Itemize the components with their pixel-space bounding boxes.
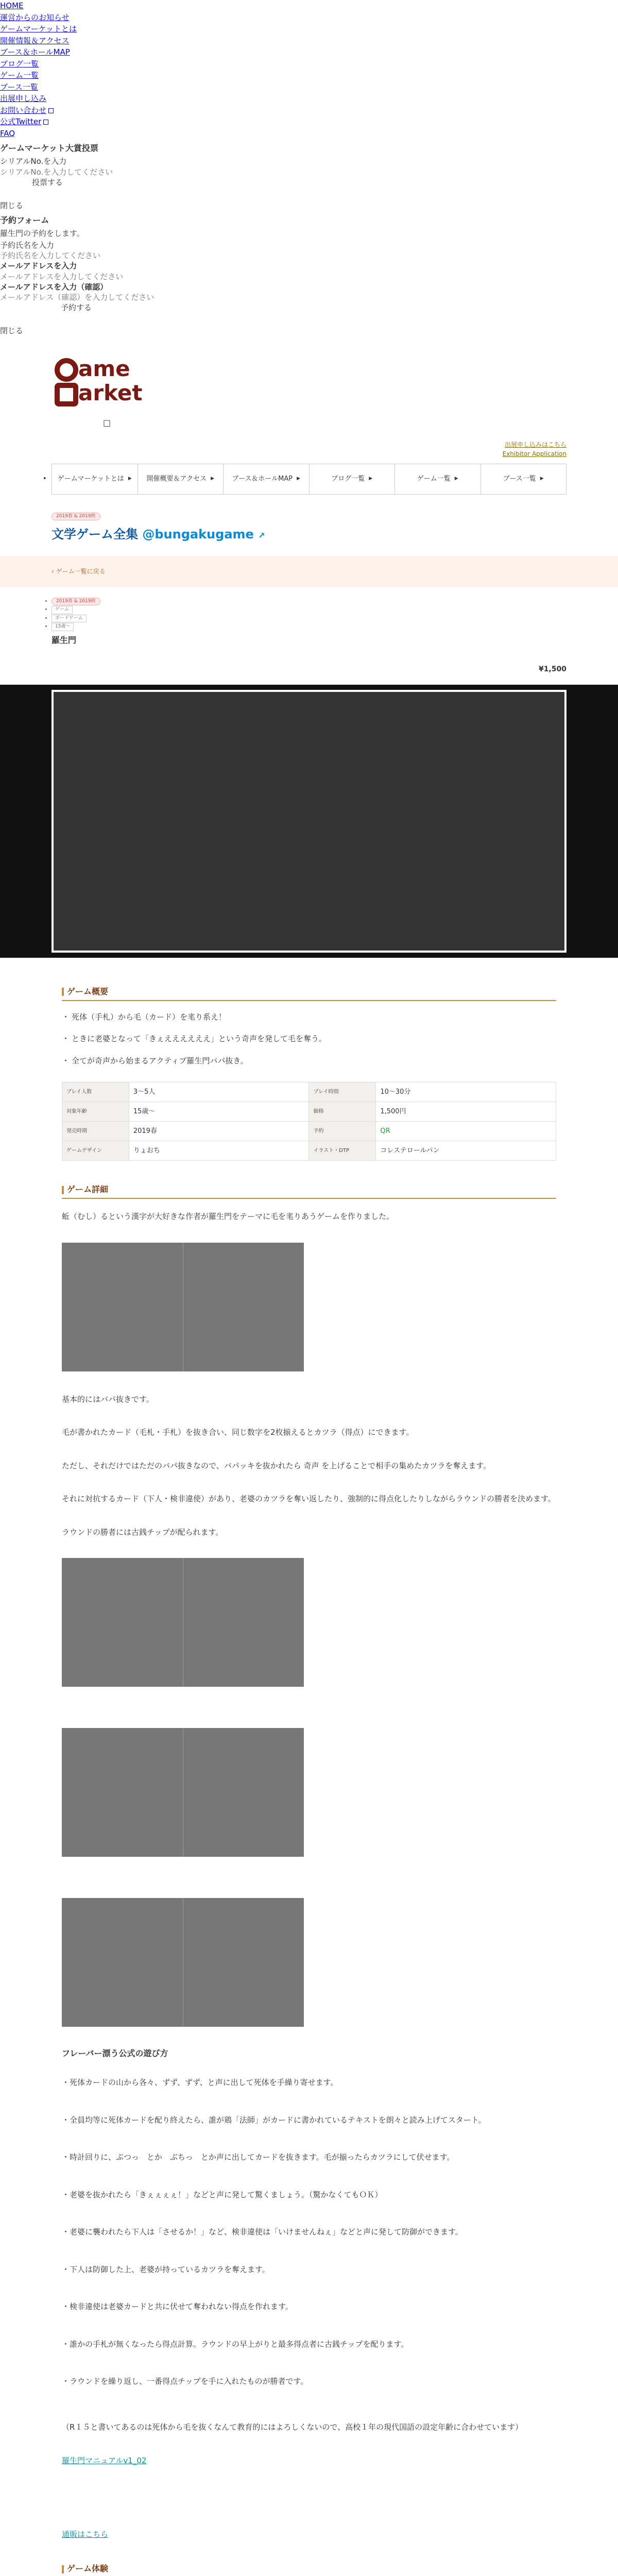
game-title: 羅生門 bbox=[52, 635, 77, 645]
top-nav-item bbox=[0, 35, 618, 47]
top-nav-item bbox=[0, 58, 618, 70]
tag-item bbox=[52, 614, 566, 623]
menu-icon[interactable]: □ bbox=[103, 417, 111, 428]
booth-name-text: 文学ゲーム全集 bbox=[52, 527, 138, 541]
reserve-email-confirm-label: メールアドレスを入力（確認） bbox=[0, 282, 108, 292]
external-link-icon bbox=[48, 108, 54, 113]
external-link-icon bbox=[43, 120, 48, 125]
experience-heading-text: ゲーム体験 bbox=[67, 2564, 109, 2573]
booth-twitter-handle[interactable]: @bungakugame bbox=[142, 527, 254, 541]
spec-value-text: 10〜30分 bbox=[380, 1088, 411, 1096]
spec-label-text: プレイ時間 bbox=[313, 1089, 339, 1095]
spec-label bbox=[309, 1082, 376, 1102]
game-image-2 bbox=[62, 1558, 304, 1687]
summary-list bbox=[62, 1011, 556, 1067]
game-image-1 bbox=[62, 1243, 304, 1371]
spec-value-text: 3〜5人 bbox=[133, 1088, 156, 1096]
serial-label: シリアルNo.を入力 bbox=[0, 157, 67, 166]
booth-badge: 2019春 & 2019秋 bbox=[52, 513, 100, 521]
top-nav-link[interactable]: ゲームマーケットとは bbox=[0, 24, 77, 33]
detail-text: ラウンドの勝者には古銭チップが配られます。 bbox=[62, 1527, 224, 1537]
top-nav-link[interactable]: ゲーム一覧 bbox=[0, 71, 39, 80]
spec-label-text: 対象年齢 bbox=[66, 1109, 87, 1114]
logo-line-2 bbox=[55, 382, 142, 406]
exhibitor-link[interactable]: 出展申し込みはこちら bbox=[504, 440, 566, 448]
spec-value-text: りょおち bbox=[133, 1146, 160, 1155]
caret-right-icon: ▶ bbox=[211, 476, 215, 481]
reserve-button[interactable]: 予約する bbox=[61, 303, 92, 312]
vote-button[interactable]: 投票する bbox=[32, 177, 63, 187]
top-nav bbox=[0, 0, 618, 139]
spec-value-text: 1,500円 bbox=[380, 1107, 406, 1115]
logo-text-2: arket bbox=[78, 380, 143, 405]
flow-step: ・死体カードの山から各々、ずず、ずず、と声に出して死体を手繰り寄せます。 bbox=[62, 2078, 338, 2087]
spec-label bbox=[62, 1122, 129, 1141]
top-nav-item bbox=[0, 70, 618, 81]
exhibitor-link-en[interactable]: Exhibitor Application bbox=[502, 450, 566, 457]
back-icon: ‹ bbox=[52, 567, 56, 575]
booth-name bbox=[52, 525, 566, 544]
flow-step: ・検非違使は老婆カードと共に伏せて奪われない得点を作れます。 bbox=[62, 2302, 293, 2311]
reserve-modal bbox=[0, 214, 618, 337]
spec-value bbox=[129, 1141, 309, 1161]
detail-text: ただし、それだけではただのバパ抜きなので、バパッキを抜かれたら 奇声 を上げることで相手の集めたカツラを奪えます。 bbox=[62, 1461, 491, 1470]
top-nav-item bbox=[0, 116, 618, 128]
main-content bbox=[62, 984, 556, 2576]
top-nav-item bbox=[0, 12, 618, 24]
bullet-icon: • bbox=[43, 474, 47, 483]
top-nav-link[interactable]: ブログ一覧 bbox=[0, 59, 39, 69]
spec-label bbox=[62, 1102, 129, 1122]
spec-value-text: コレステロールパン bbox=[380, 1146, 440, 1155]
reserve-email-label: メールアドレスを入力 bbox=[0, 261, 77, 270]
experience-heading bbox=[62, 2561, 556, 2576]
spec-row bbox=[62, 1082, 556, 1102]
booth-title bbox=[52, 510, 566, 544]
spec-value bbox=[376, 1102, 556, 1122]
top-nav-link[interactable]: HOME bbox=[0, 1, 24, 10]
external-link-icon: ↗ bbox=[258, 530, 265, 540]
tag-item bbox=[52, 605, 566, 614]
caret-right-icon: ▶ bbox=[297, 476, 301, 481]
gnav-item-label[interactable]: ブース一覧 bbox=[503, 474, 536, 483]
reserve-name-label: 予約氏名を入力 bbox=[0, 240, 55, 250]
flow-step: ・老婆に襲われたら下人は「させるか！」など、検非違使は「いけませんねぇ」などと声に発して防御ができます。 bbox=[62, 2227, 463, 2236]
booth-twitter-link[interactable] bbox=[142, 527, 265, 541]
award-modal bbox=[0, 142, 618, 211]
top-nav-item bbox=[0, 128, 618, 140]
gnav-item[interactable] bbox=[394, 464, 480, 494]
top-nav-link[interactable]: ブース一覧 bbox=[0, 82, 38, 92]
reserve-close-button[interactable]: 閉じる bbox=[0, 326, 24, 335]
spec-label bbox=[309, 1141, 376, 1161]
reserve-note: 羅生門の予約をします。 bbox=[0, 229, 84, 238]
caret-right-icon: ▶ bbox=[454, 476, 458, 481]
detail-heading bbox=[62, 1181, 556, 1199]
summary-item: ・ 死体（手札）から毛（カード）を毟り系え！ bbox=[62, 1011, 556, 1023]
spec-value bbox=[376, 1082, 556, 1102]
gnav-item-label[interactable]: ブログ一覧 bbox=[331, 474, 365, 483]
gnav-item[interactable] bbox=[480, 464, 567, 494]
top-nav-link[interactable]: 開催情報＆アクセス bbox=[0, 36, 70, 45]
top-nav-link[interactable]: 公式Twitter bbox=[0, 117, 42, 126]
top-nav-item bbox=[0, 0, 618, 12]
spec-value-text[interactable]: QR bbox=[380, 1127, 390, 1135]
spec-row bbox=[62, 1141, 556, 1161]
flow-step: ・全員均等に死体カードを配り終えたら、誰が鶏「法師」がカードに書かれているテキストを朗々と読み上げてスタート。 bbox=[62, 2115, 486, 2125]
top-nav-link[interactable]: 出展申し込み bbox=[0, 94, 47, 103]
spec-label-text: 予約 bbox=[313, 1128, 324, 1134]
detail-text: それに対抗するカード（下人・検非違使）があり、老婆のカツラを奪い返したり、強制的に得点化したりしながらラウンドの勝者を決めます。 bbox=[62, 1494, 556, 1503]
top-nav-item bbox=[0, 46, 618, 58]
gnav-item-label[interactable]: ゲーム一覧 bbox=[417, 474, 451, 483]
game-image-4 bbox=[62, 1898, 304, 2027]
flow-step: ・下人は防御した上、老婆が持っているカツラを奪えます。 bbox=[62, 2264, 270, 2274]
serial-input[interactable] bbox=[0, 167, 206, 177]
summary-heading-text: ゲーム概要 bbox=[67, 986, 109, 996]
spec-label-text: イラスト・DTP bbox=[313, 1148, 350, 1154]
game-meta-list bbox=[52, 597, 566, 631]
gnav-item-label[interactable]: 開催概要＆アクセス bbox=[146, 474, 207, 483]
award-modal-title: ゲームマーケット大賞投票 bbox=[0, 143, 98, 153]
hero-image-area bbox=[0, 685, 618, 958]
summary-item: ・ 全てが奇声から始まるアクティブ羅生門バパ抜き。 bbox=[62, 1055, 556, 1067]
game-image-3 bbox=[62, 1728, 304, 1857]
flow-step: ・時計回りに、ぶつっ とか ぶちっ とか声に出してカードを抜きます。毛が揃ったらカツラにして伏せます。 bbox=[62, 2153, 455, 2162]
header bbox=[0, 337, 618, 440]
spec-label bbox=[62, 1082, 129, 1102]
gnav-item[interactable] bbox=[223, 464, 309, 494]
detail-text: 基本的にはバパ抜きです。 bbox=[62, 1394, 154, 1404]
spec-label-text: 価格 bbox=[313, 1109, 324, 1114]
top-nav-link[interactable]: 運営からのお知らせ bbox=[0, 12, 70, 22]
header-links bbox=[0, 440, 618, 459]
logo-g-mark bbox=[55, 358, 78, 382]
reserve-email-confirm-input[interactable] bbox=[0, 293, 206, 302]
logo-text-1: ame bbox=[78, 355, 130, 381]
top-nav-item bbox=[0, 23, 618, 35]
detail-text: 毛が書かれたカード（毛札・手札）を抜き合い、同じ数字を2枚揃えるとカツラ（得点）にできます。 bbox=[62, 1428, 414, 1437]
game-header bbox=[52, 597, 566, 685]
spec-value bbox=[376, 1122, 556, 1141]
gnav-item-label[interactable]: ブース＆ホールMAP bbox=[232, 474, 293, 483]
caret-right-icon: ▶ bbox=[540, 476, 544, 481]
top-nav-link[interactable]: FAQ bbox=[0, 128, 15, 138]
gnav-item-label[interactable]: ゲームマーケットとは bbox=[57, 474, 124, 483]
summary-heading bbox=[62, 984, 556, 1001]
game-badge-item bbox=[52, 597, 566, 606]
summary-item: ・ ときに老婆となって「きぇええええええ」という奇声を発して毛を奪う。 bbox=[62, 1033, 556, 1045]
spec-label bbox=[309, 1102, 376, 1122]
caret-right-icon: ▶ bbox=[369, 476, 373, 481]
flow-list bbox=[62, 2075, 556, 2389]
reserve-modal-title: 予約フォーム bbox=[0, 215, 49, 225]
spec-value bbox=[129, 1122, 309, 1141]
detail-text: 蚯（むし）るという漢字が大好きな作者が羅生門をテーマに毛を毟りあうゲームを作りました。 bbox=[62, 1212, 394, 1221]
top-nav-link[interactable]: お問い合わせ bbox=[0, 105, 47, 115]
tag-game[interactable]: ゲーム bbox=[52, 606, 73, 614]
flow-heading: フレーバー漂う公式の遊び方 bbox=[62, 2048, 168, 2058]
tag-item bbox=[52, 622, 566, 631]
spec-value bbox=[129, 1102, 309, 1122]
spec-row bbox=[62, 1102, 556, 1122]
spec-label-text: プレイ人数 bbox=[66, 1089, 92, 1095]
tag-age[interactable]: 15歳〜 bbox=[52, 623, 74, 631]
spec-label bbox=[62, 1141, 129, 1161]
top-nav-item bbox=[0, 105, 618, 116]
reserve-email-input[interactable] bbox=[0, 272, 206, 281]
flow-step: ・ラウンドを繰り返し、一番得点チップを手に入れたものが勝者です。 bbox=[62, 2377, 308, 2386]
detail-heading-text: ゲーム詳細 bbox=[67, 1184, 109, 1194]
flow-note: （R１５と書いてあるのは死体から毛を抜くなんて教育的にはよろしくないので、高校１年の現代国語の設定年齢に合わせています） bbox=[62, 2422, 523, 2432]
spec-label bbox=[309, 1122, 376, 1141]
spec-value bbox=[129, 1082, 309, 1102]
caret-right-icon: ▶ bbox=[128, 476, 132, 481]
tag-boardgame[interactable]: ボードゲーム bbox=[52, 615, 87, 623]
manual-link[interactable]: 羅生門マニュアルv1_02 bbox=[62, 2456, 147, 2465]
spec-value-text: 2019春 bbox=[133, 1127, 157, 1135]
global-nav bbox=[43, 464, 566, 495]
award-close-button[interactable]: 閉じる bbox=[0, 200, 24, 210]
game-badge: 2019春 & 2019秋 bbox=[52, 598, 100, 606]
back-to-list-bar[interactable] bbox=[0, 556, 618, 587]
logo-line-1 bbox=[55, 355, 142, 382]
flow-step: ・誰かの手札が無くなったら得点計算。ラウンドの早上がりと最多得点者に古銭チップを配ります。 bbox=[62, 2339, 409, 2349]
top-nav-item bbox=[0, 93, 618, 105]
logo-m-mark bbox=[55, 383, 78, 406]
spec-table bbox=[62, 1082, 556, 1161]
reserve-name-input[interactable] bbox=[0, 251, 206, 260]
gnav-item[interactable] bbox=[138, 464, 224, 494]
game-market-logo[interactable] bbox=[52, 355, 618, 406]
spec-label-text: ゲームデザイン bbox=[66, 1148, 102, 1154]
flow-step: ・老婆を抜かれたら「きぇぇぇぇ！」などと声に発して驚くましょう。（驚かなくてもＯＫ） bbox=[62, 2190, 383, 2199]
top-nav-link[interactable]: ブース＆ホールMAP bbox=[0, 47, 70, 57]
game-price: ¥1,500 bbox=[538, 665, 566, 673]
spec-value-text: 15歳〜 bbox=[133, 1107, 156, 1115]
hero-image bbox=[52, 690, 566, 953]
spec-label-text: 発売時期 bbox=[66, 1128, 87, 1134]
spec-value bbox=[376, 1141, 556, 1161]
top-nav-item bbox=[0, 81, 618, 93]
gnav-item[interactable] bbox=[309, 464, 395, 494]
back-to-list-link[interactable]: ゲーム一覧に戻る bbox=[56, 567, 106, 575]
gnav-item[interactable] bbox=[43, 464, 138, 494]
spec-row bbox=[62, 1122, 556, 1141]
buy-link[interactable]: 通販はこちら bbox=[62, 2529, 109, 2539]
